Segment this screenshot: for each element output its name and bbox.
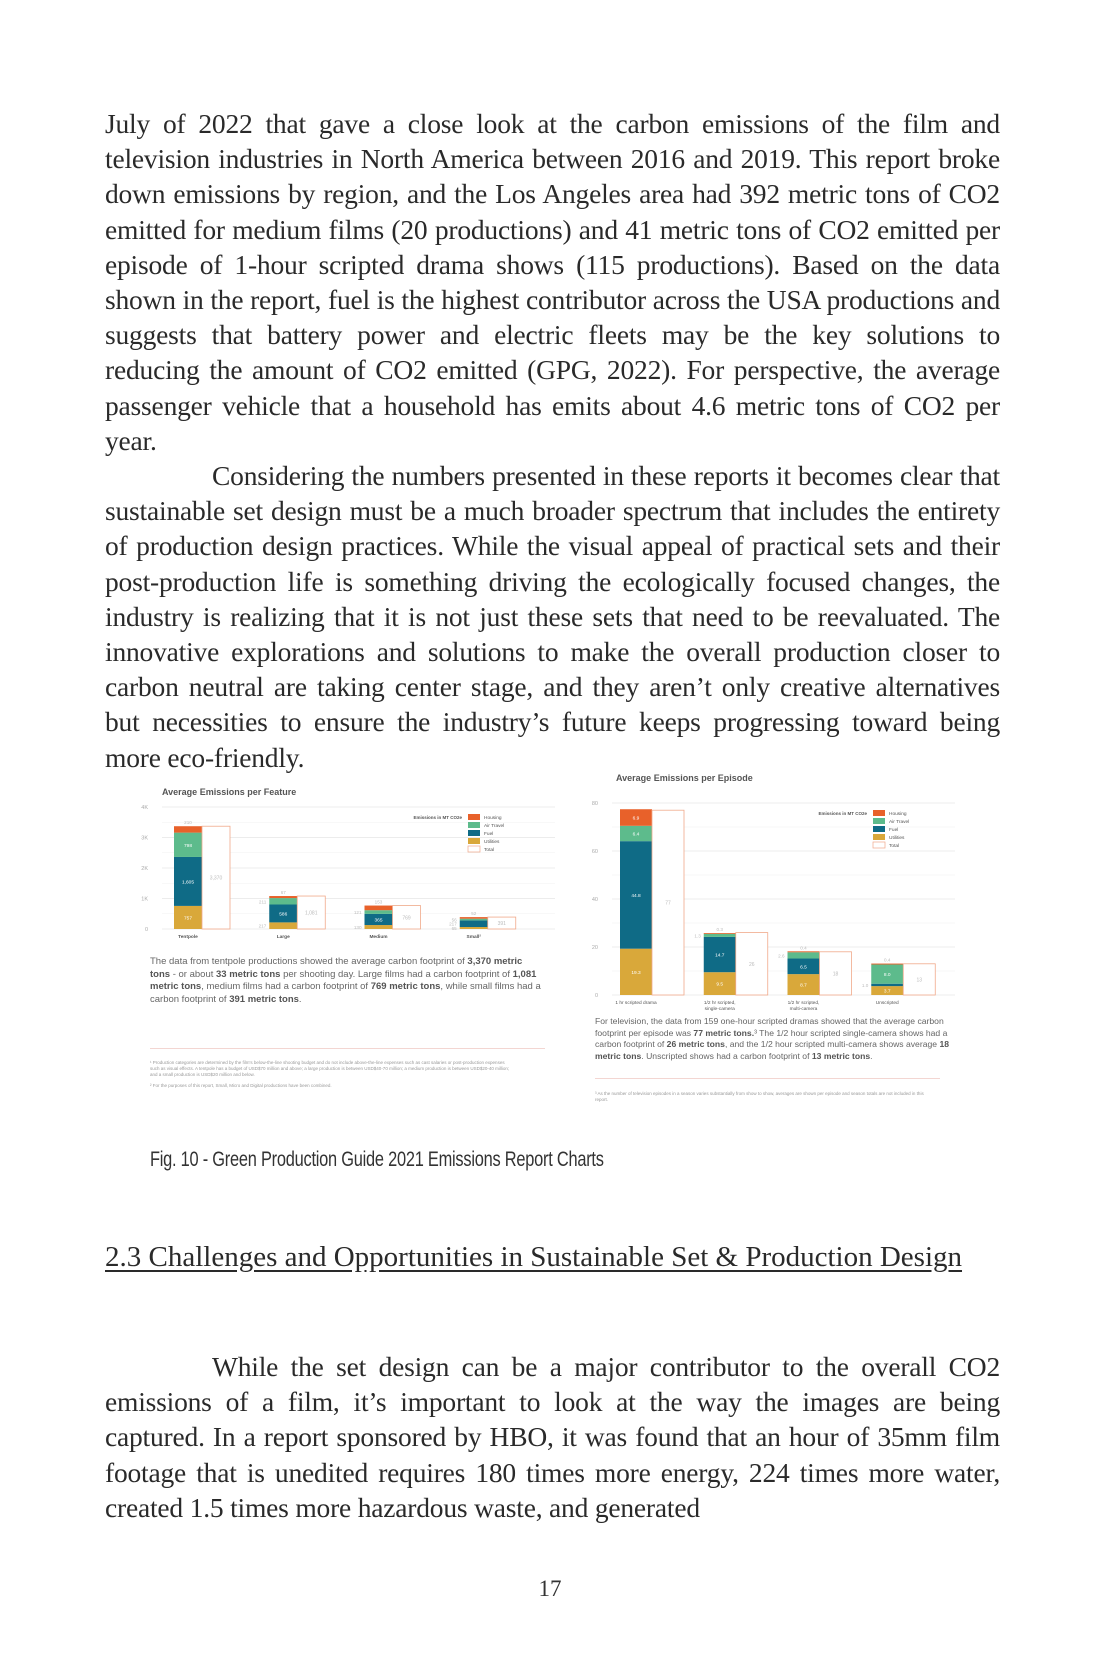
legend-title: Emissions in MT CO2e xyxy=(818,811,867,816)
x-tick-label: multi-camera xyxy=(789,1007,818,1012)
chart-legend xyxy=(818,810,909,849)
y-tick-label: 80 xyxy=(591,801,598,807)
bar-group xyxy=(620,809,684,995)
legend-label: Housing xyxy=(889,812,907,817)
body-text-top xyxy=(105,106,1000,775)
divider xyxy=(595,1078,940,1079)
x-tick-label: Unscripted xyxy=(875,1001,899,1006)
y-tick-label: 0 xyxy=(594,993,598,999)
x-tick-label: single-camera xyxy=(704,1007,735,1012)
bar-segment-housing xyxy=(788,951,820,952)
legend-label: Air Travel xyxy=(484,824,505,829)
bar-segment-utilities xyxy=(365,925,393,929)
bar-total-label: 1,081 xyxy=(304,910,318,917)
legend-label: Total xyxy=(889,844,900,849)
legend-swatch-air-travel xyxy=(468,822,480,828)
bar-segment-label: 56 xyxy=(451,917,457,923)
bar-segment-housing xyxy=(871,964,903,965)
section-heading: 2.3 Challenges and Opportunities in Sustainable Set & Production Design xyxy=(105,1241,963,1273)
bar-group xyxy=(354,900,421,930)
bar-segment-label: 67 xyxy=(280,890,286,896)
footnote: ³ As the number of television episodes in a season varies substantially from show to show, averages are shown per episode and season totals are not included in this report. xyxy=(595,1091,924,1102)
bar-segment-label: 0.4 xyxy=(884,957,891,963)
bar-segment-label: 798 xyxy=(183,843,193,849)
footnote: ¹ Production categories are determined by the film's below-the-line shooting budget and do not include above-the-line expenses such as cast salaries or post-production expenses such as visual effects. A tentpole has a budget of USD$70 million and above; a large production is between USD$40-70 million; a medium production is between USD$20-40 million; and a small production is USD$20 million and below. xyxy=(150,1060,510,1077)
bar-segment-air-travel xyxy=(460,919,488,921)
x-tick-label: Medium xyxy=(369,935,388,940)
bar-segment-label: 210 xyxy=(184,820,192,826)
bar-segment-utilities xyxy=(460,927,488,929)
bar-segment-air-travel xyxy=(704,934,736,937)
legend-swatch-housing xyxy=(873,810,885,816)
legend-swatch-housing xyxy=(468,814,480,820)
chart-average-emissions-per-feature xyxy=(141,778,570,1168)
legend-swatch-total xyxy=(468,846,480,852)
bar-segment-fuel xyxy=(460,920,488,927)
bar-total-label: 769 xyxy=(402,915,411,922)
chart-title: Average Emissions per Episode xyxy=(616,773,753,783)
y-tick-label: 2K xyxy=(141,866,148,872)
legend-label: Total xyxy=(484,848,495,853)
bar-segment-label: 65 xyxy=(451,926,457,932)
chart-legend xyxy=(413,814,504,853)
bar-segment-label: 757 xyxy=(183,916,193,922)
bar-segment-label: 3.7 xyxy=(883,989,891,995)
bar-group xyxy=(259,890,326,929)
bar-segment-label: 0.4 xyxy=(800,945,807,951)
bar-total-label: 18 xyxy=(832,971,839,978)
x-tick-label: 1/2 hr scripted, xyxy=(787,1001,820,1006)
bar-segment-housing xyxy=(174,826,202,832)
chart-title: Average Emissions per Feature xyxy=(162,787,297,797)
bar-segment-label: 44.8 xyxy=(631,893,641,899)
bar-group xyxy=(449,911,516,931)
legend-label: Fuel xyxy=(484,832,494,837)
bar-segment-label: 121 xyxy=(353,910,362,916)
paragraph: July of 2022 that gave a close look at the carbon emissions of the film and television industries in North America between 2016 and 2019. This report broke down emissions by region, and the Los Angeles area had 392 metric tons of CO2 emitted for medium films (20 productions) and 41 metric tons of CO2 emitted per episode of 1-hour scripted drama shows (115 productions). Based on the data shown in the report, fuel is the highest contributor across the USA productions and suggests that battery power and electric fleets may be the key solutions to reducing the amount of CO2 emitted (GPG, 2022). For perspective, the average passenger vehicle that a household has emits about 4.6 metric tons of CO2 per year. xyxy=(105,108,1000,456)
bar-group xyxy=(174,820,230,929)
x-tick-label: 1/2 hr scripted, xyxy=(703,1001,736,1006)
bar-segment-label: 6.4 xyxy=(632,832,640,838)
legend-swatch-total xyxy=(873,842,885,848)
figure-caption: Fig. 10 - Green Production Guide 2021 Emissions Report Charts xyxy=(150,1148,604,1171)
bar-segment-label: 1.3 xyxy=(694,933,701,939)
bar-total-label: 13 xyxy=(916,977,923,984)
legend-label: Housing xyxy=(484,816,502,821)
x-tick-label: 1 hr scripted drama xyxy=(615,1001,657,1006)
legend-label: Air Travel xyxy=(889,820,910,825)
bar-segment-label: 1.0 xyxy=(861,982,869,988)
chart-caption-feature: The data from tentpole productions showed the average carbon footprint of 3,370 metric tons - or about 33 metric tons per shooting day. Large films had a carbon footprint of 1,081 metric tons, medium films had a carbon footprint of 769 metric tons, while small films had a carbon footprint of 391 metric tons. xyxy=(150,956,541,1005)
paragraph: While the set design can be a major contributor to the overall CO2 emissions of a film, it’s important to look at the way the images are being captured. In a report sponsored by HBO, it was found that an hour of 35mm film footage that is unedited requires 180 times more energy, 224 times more water, created 1.5 times more hazardous waste, and generated xyxy=(105,1351,1000,1523)
bar-segment-utilities xyxy=(269,922,297,929)
bar-total-label: 3,370 xyxy=(209,875,223,882)
legend-label: Utilities xyxy=(889,836,905,841)
bar-segment-label: 211 xyxy=(258,899,267,905)
y-tick-label: 20 xyxy=(591,945,598,951)
bar-segment-label: 14.7 xyxy=(715,953,725,959)
legend-label: Fuel xyxy=(889,828,899,833)
bar-segment-housing xyxy=(365,906,393,911)
bar-segment-label: 130 xyxy=(353,925,362,931)
bar-total-label: 26 xyxy=(748,961,755,968)
paragraph: Considering the numbers presented in these reports it becomes clear that sustainable set design must be a much broader spectrum that includes the entirety of production design practices. While the visual appeal of practical sets and their post-production life is something driving the ecologically focused changes, the industry is realizing that it is not just these sets that need to be reevaluated. The innovative explorations and solutions to make the overall production closer to carbon neutral are taking center stage, and they aren’t only creative alternatives but necessities to ensure the industry’s future keeps progressing toward being more eco-friendly. xyxy=(105,460,1000,773)
legend-swatch-air-travel xyxy=(873,818,885,824)
bar-segment-fuel xyxy=(871,984,903,986)
y-tick-label: 4K xyxy=(141,805,148,811)
bar-segment-label: 2.6 xyxy=(778,953,785,959)
body-text-bottom xyxy=(105,1349,1000,1525)
bar-segment-label: 8.0 xyxy=(883,973,891,979)
bar-total-label: 391 xyxy=(497,921,506,928)
bar-segment-label: 8.7 xyxy=(800,983,807,989)
legend-title: Emissions in MT CO2e xyxy=(413,815,462,820)
bar-segment-air-travel xyxy=(269,898,297,904)
legend-swatch-fuel xyxy=(873,826,885,832)
legend-swatch-fuel xyxy=(468,830,480,836)
legend-label: Utilities xyxy=(484,840,500,845)
bar-segment-label: 6.9 xyxy=(632,816,640,822)
bar-group xyxy=(862,958,935,995)
page-number: 17 xyxy=(538,1576,562,1601)
bar-group xyxy=(694,927,767,995)
bar-segment-label: 52 xyxy=(471,911,477,917)
bar-segment-label: 6.5 xyxy=(800,965,807,971)
bar-segment-label: 153 xyxy=(374,899,383,905)
chart-average-emissions-per-episode xyxy=(590,768,960,1158)
bar-segment-label: 365 xyxy=(374,918,383,924)
divider xyxy=(150,1048,545,1049)
bar-segment-air-travel xyxy=(365,910,393,914)
legend-swatch-utilities xyxy=(468,838,480,844)
y-tick-label: 60 xyxy=(591,849,598,855)
y-tick-label: 3K xyxy=(141,835,148,842)
y-tick-label: 1K xyxy=(141,896,148,903)
legend-swatch-utilities xyxy=(873,834,885,840)
chart-caption-episode: For television, the data from 159 one-hour scripted dramas showed that the average carbon footprint per episode was 77 metric tons.³ The 1/2 hour scripted single-camera shows had a carbon footprint of 26 metric tons, and the 1/2 hour scripted multi-camera shows average 18 metric tons. Unscripted shows had a carbon footprint of 13 metric tons. xyxy=(595,1016,949,1061)
bar-segment-air-travel xyxy=(788,952,820,958)
bar-segment-label: 1,605 xyxy=(181,880,195,886)
y-tick-label: 0 xyxy=(144,927,148,933)
y-tick-label: 40 xyxy=(591,897,598,903)
bar-total-label: 77 xyxy=(665,900,671,907)
x-tick-label: Tentpole xyxy=(178,935,198,940)
bar-segment-label: 9.5 xyxy=(716,982,724,988)
bar-segment-housing xyxy=(269,896,297,898)
chart-svg-episode xyxy=(590,768,960,1012)
bar-segment-label: 0.3 xyxy=(716,927,723,932)
footnote: ² For the purposes of this report, Small, Micro and Digital productions have been combined. xyxy=(150,1083,332,1088)
bar-segment-housing xyxy=(704,933,736,934)
bar-group xyxy=(778,945,851,995)
bar-segment-label: 19.3 xyxy=(631,970,641,976)
x-tick-label: Small² xyxy=(466,935,481,940)
figure-emissions-charts xyxy=(141,773,950,1198)
bar-segment-label: 217 xyxy=(258,923,267,929)
x-tick-label: Large xyxy=(276,935,290,940)
bar-segment-label: 217 xyxy=(449,921,457,927)
bar-segment-label: 586 xyxy=(279,912,288,918)
bar-segment-housing xyxy=(460,917,488,919)
